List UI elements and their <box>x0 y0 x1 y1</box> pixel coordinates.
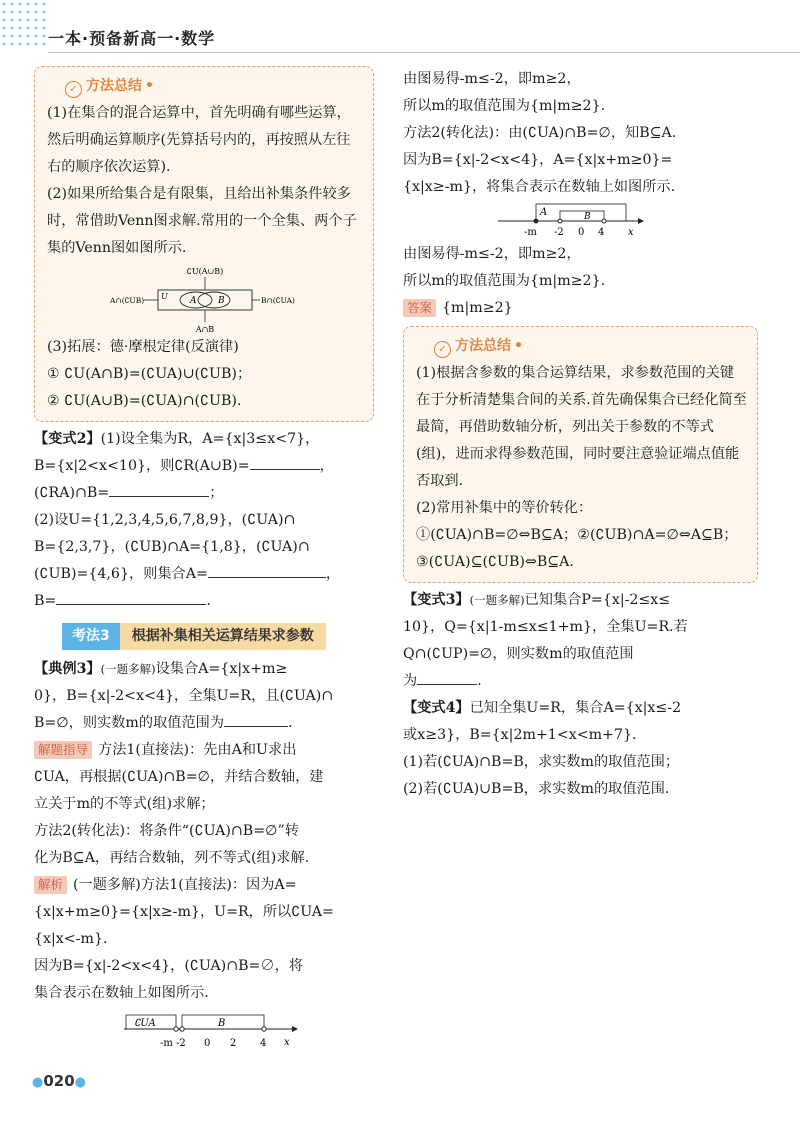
variant2-line: B={x|2<x<10}，则∁R(A∪B)= ， <box>34 453 374 480</box>
guide-line: ∁UA，再根据(∁UA)∩B=∅，并结合数轴，建 <box>34 769 324 785</box>
header-divider <box>48 52 800 53</box>
guide-line: 方法2(转化法)：将条件“(∁UA)∩B=∅”转 <box>34 823 299 839</box>
analysis-label: 解析 <box>34 876 67 894</box>
answer-blank <box>417 670 477 685</box>
tick-label: 4 <box>598 227 605 238</box>
solution-line: 因为B={x|-2<x<4}，A={x|x+m≥0}= <box>403 152 673 168</box>
answer-blank <box>250 455 320 470</box>
answer-line: 答案 {m|m≥2} <box>403 295 758 322</box>
example-line: 0}，B={x|-2<x<4}，全集U=R，且(∁UA)∩ <box>34 688 334 704</box>
tick-label: -2 <box>554 227 564 238</box>
answer-label: 答案 <box>403 299 436 317</box>
variant2-line: (2)设U={1,2,3,4,5,6,7,8,9}，(∁UA)∩ <box>34 512 296 528</box>
tick-label: -m <box>524 227 537 238</box>
summary-paragraph: ② ∁U(A∪B)=(∁UA)∩(∁UB). <box>47 393 242 409</box>
set-label: B <box>218 1018 226 1029</box>
answer-blank <box>109 482 209 497</box>
answer-blank <box>224 712 288 727</box>
right-column <box>403 66 758 803</box>
method-summary-box <box>34 66 374 422</box>
set-label: A <box>540 207 548 218</box>
venn-diagram <box>110 264 300 334</box>
variant3-line: Q∩(∁UP)=∅，则实数m的取值范围 <box>403 646 634 662</box>
analysis-line: 因为B={x|-2<x<4}，(∁UA)∩B=∅，将 <box>34 958 303 974</box>
venn-bottom-label: A∩B <box>195 325 215 334</box>
svg-text:A: A <box>190 296 197 306</box>
analysis-line: 集合表示在数轴上如图所示. <box>34 985 209 1001</box>
tick-label: -2 <box>176 1038 186 1049</box>
venn-set-b <box>198 292 230 308</box>
variant2-line: (∁UB)={4,6}，则集合A= ， <box>34 561 374 588</box>
answer-blank <box>208 563 326 578</box>
guide-line: 解题指导 方法1(直接法)：先由A和U求出 <box>34 737 374 764</box>
variant2-line: B= . <box>34 588 374 615</box>
solution-line: 由图易得-m≤-2，即m≥2， <box>403 246 581 262</box>
svg-text:B: B <box>218 296 225 306</box>
method-heading <box>62 623 374 650</box>
solution-line: 所以m的取值范围为{m|m≥2}. <box>403 98 606 114</box>
variant3-line: 【变式3】(一题多解)已知集合P={x|-2≤x≤ <box>403 592 671 608</box>
summary-paragraph: (2)常用补集中的等价转化：①(∁UA)∩B=∅⇔B⊆A；②(∁UB)∩A=∅⇔A⊆B；③(∁UA)⊆(∁UB)⇔B⊆A. <box>416 500 738 570</box>
guide-line: 立关于m的不等式(组)求解； <box>34 796 215 812</box>
tick-label: 2 <box>230 1038 237 1049</box>
number-line-2 <box>498 201 678 241</box>
axis-label: x <box>628 227 634 238</box>
solution-line: 由图易得-m≤-2，即m≥2， <box>403 71 581 87</box>
guide-line: 化为B⊆A，再结合数轴，列不等式(组)求解. <box>34 850 310 866</box>
venn-left-label: A∩(∁UB) <box>110 296 145 305</box>
variant2-line: 【变式2】(1)设全集为R，A={x|3≤x<7}， <box>34 431 320 447</box>
set-label: B <box>584 212 591 222</box>
set-label: ∁UA <box>134 1018 156 1029</box>
tick-label: 4 <box>260 1038 267 1049</box>
venn-top-label: ∁U(A∪B) <box>186 267 224 276</box>
variant4-line: (2)若(∁UA)∪B=B，求实数m的取值范围. <box>403 781 670 797</box>
variant4-line: 【变式4】已知全集U=R，集合A={x|x≤-2 <box>403 700 682 716</box>
summary-title: ✓ 方法总结 • <box>65 73 154 100</box>
tick-label: -m <box>160 1038 173 1049</box>
lightbulb-icon: ✓ <box>434 341 451 358</box>
summary-paragraph: (3)拓展：德·摩根定律(反演律) <box>47 339 239 355</box>
tick-label: 0 <box>578 227 585 238</box>
solution-line: {x|x≥-m}，将集合表示在数轴上如图所示. <box>403 179 676 195</box>
summary-title: ✓ 方法总结 • <box>434 333 523 360</box>
method-title: 根据补集相关运算结果求参数 <box>120 623 326 650</box>
variant3-line: 10}，Q={x|1-m≤x≤1+m}，全集U=R.若 <box>403 619 688 635</box>
solution-line: 方法2(转化法)：由(∁UA)∩B=∅，知B⊆A. <box>403 125 677 141</box>
variant4-line: 或x≥3}，B={x|2m+1<x<m+7}. <box>403 727 637 743</box>
analysis-line: 解析 (一题多解)方法1(直接法)：因为A= <box>34 872 374 899</box>
svg-text:U: U <box>161 292 168 301</box>
variant-label: 【变式2】 <box>34 431 101 447</box>
example-line: 【典例3】(一题多解)设集合A={x|x+m≥ <box>34 661 288 677</box>
answer-blank <box>56 590 206 605</box>
number-line-1 <box>124 1007 324 1053</box>
axis-label: x <box>284 1037 290 1048</box>
variant2-line: B={2,3,7}，(∁UB)∩A={1,8}，(∁UA)∩ <box>34 539 310 555</box>
venn-right-label: B∩(∁UA) <box>261 296 295 305</box>
solution-line: 所以m的取值范围为{m|m≥2}. <box>403 273 606 289</box>
summary-paragraph: ① ∁U(A∩B)=(∁UA)∪(∁UB)； <box>47 366 252 382</box>
example-line: B=∅，则实数m的取值范围为 . <box>34 710 374 737</box>
analysis-line: {x|x+m≥0}={x|x≥-m}，U=R，所以∁UA= <box>34 904 334 920</box>
method-summary-box-2 <box>403 326 758 583</box>
variant2-line: (∁RA)∩B= ； <box>34 480 374 507</box>
tick-label: 0 <box>204 1038 211 1049</box>
summary-paragraph: (2)如果所给集合是有限集，且给出补集条件较多时，常借助Venn图求解.常用的一个全集、两个子集的Venn图如图所示. <box>47 186 357 256</box>
method-tag: 考法3 <box>62 623 120 650</box>
corner-decoration <box>0 0 48 50</box>
analysis-line: {x|x<-m}. <box>34 931 108 947</box>
variant4-line: (1)若(∁UA)∩B=B，求实数m的取值范围； <box>403 754 680 770</box>
guide-label: 解题指导 <box>34 741 92 759</box>
lightbulb-icon: ✓ <box>65 81 82 98</box>
page-header: 一本·预备新高一·数学 <box>48 29 216 48</box>
left-column <box>34 66 374 1053</box>
variant3-line: 为 . <box>403 668 758 695</box>
page-number: ●020● <box>32 1072 86 1090</box>
summary-paragraph: (1)在集合的混合运算中，首先明确有哪些运算，然后明确运算顺序(先算括号内的，再按照从左往右的顺序依次运算). <box>47 105 351 175</box>
summary-paragraph: (1)根据含参数的集合运算结果，求参数范围的关键在于分析清楚集合间的关系.首先确保集合已经化简至最简，再借助数轴分析，列出关于参数的不等式(组)，进而求得参数范围，同时要注意验证端点值能否取到. <box>416 365 747 489</box>
